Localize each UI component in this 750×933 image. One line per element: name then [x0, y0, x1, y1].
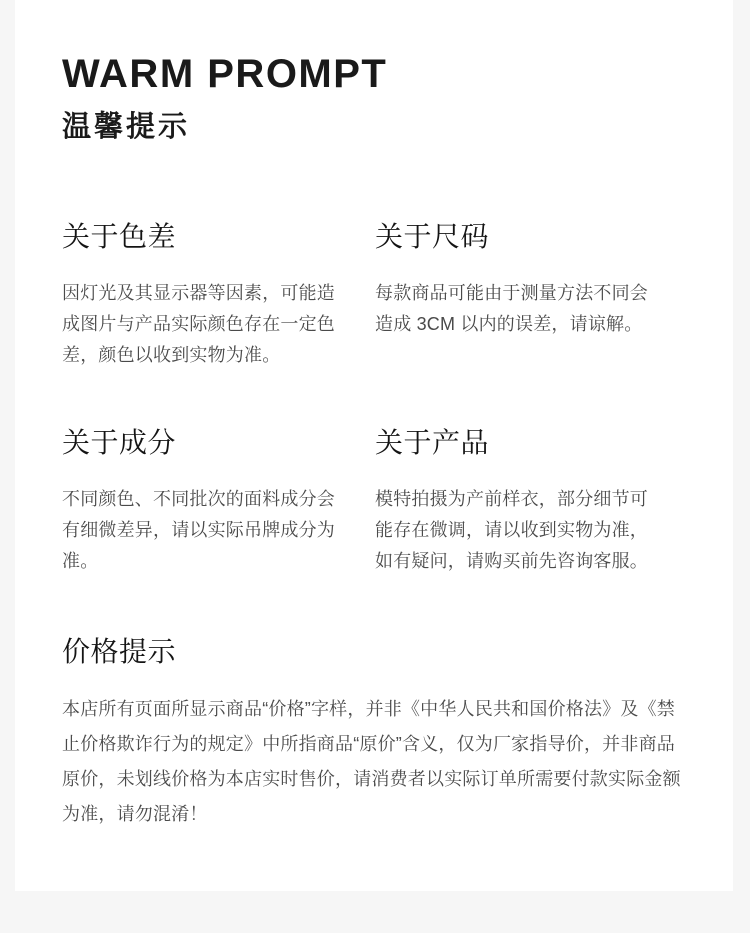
section-product-heading: 关于产品: [375, 427, 490, 458]
section-size-body: 每款商品可能由于测量方法不同会造成 3CM 以内的误差，请谅解。: [375, 283, 648, 334]
section-composition-body: 不同颜色、不同批次的面料成分会有细微差异，请以实际吊牌成分为准。: [62, 489, 335, 571]
section-size: [375, 222, 703, 371]
section-price-notice-body: 本店所有页面所显示商品“价格”字样，并非《中华人民共和国价格法》及《禁止价格欺诈行为的规定》中所指商品“原价”含义，仅为厂家指导价，并非商品原价，未划线价格为本店实时售价，请消费者以实际订单所需要付款实际金额为准，请勿混淆！: [62, 699, 681, 824]
section-color-difference: [62, 222, 375, 371]
section-color-difference-body: 因灯光及其显示器等因素，可能造成图片与产品实际颜色存在一定色差，颜色以收到实物为准。: [62, 283, 335, 365]
section-composition-heading: 关于成分: [62, 427, 177, 458]
warm-prompt-card: [15, 0, 733, 891]
section-composition: [62, 428, 375, 577]
section-size-heading: 关于尺码: [375, 221, 490, 252]
section-product-body: 模特拍摄为产前样衣，部分细节可能存在微调，请以收到实物为准，如有疑问，请购买前先咨询客服。: [375, 489, 648, 571]
page-title-english: WARM PROMPT: [62, 52, 388, 96]
section-price-notice-heading: 价格提示: [62, 636, 177, 667]
section-price-notice: [62, 637, 703, 832]
section-product: [375, 428, 703, 577]
page-title-chinese: 温馨提示: [62, 111, 191, 143]
section-color-difference-heading: 关于色差: [62, 221, 177, 252]
notice-sections-grid: [62, 222, 703, 577]
